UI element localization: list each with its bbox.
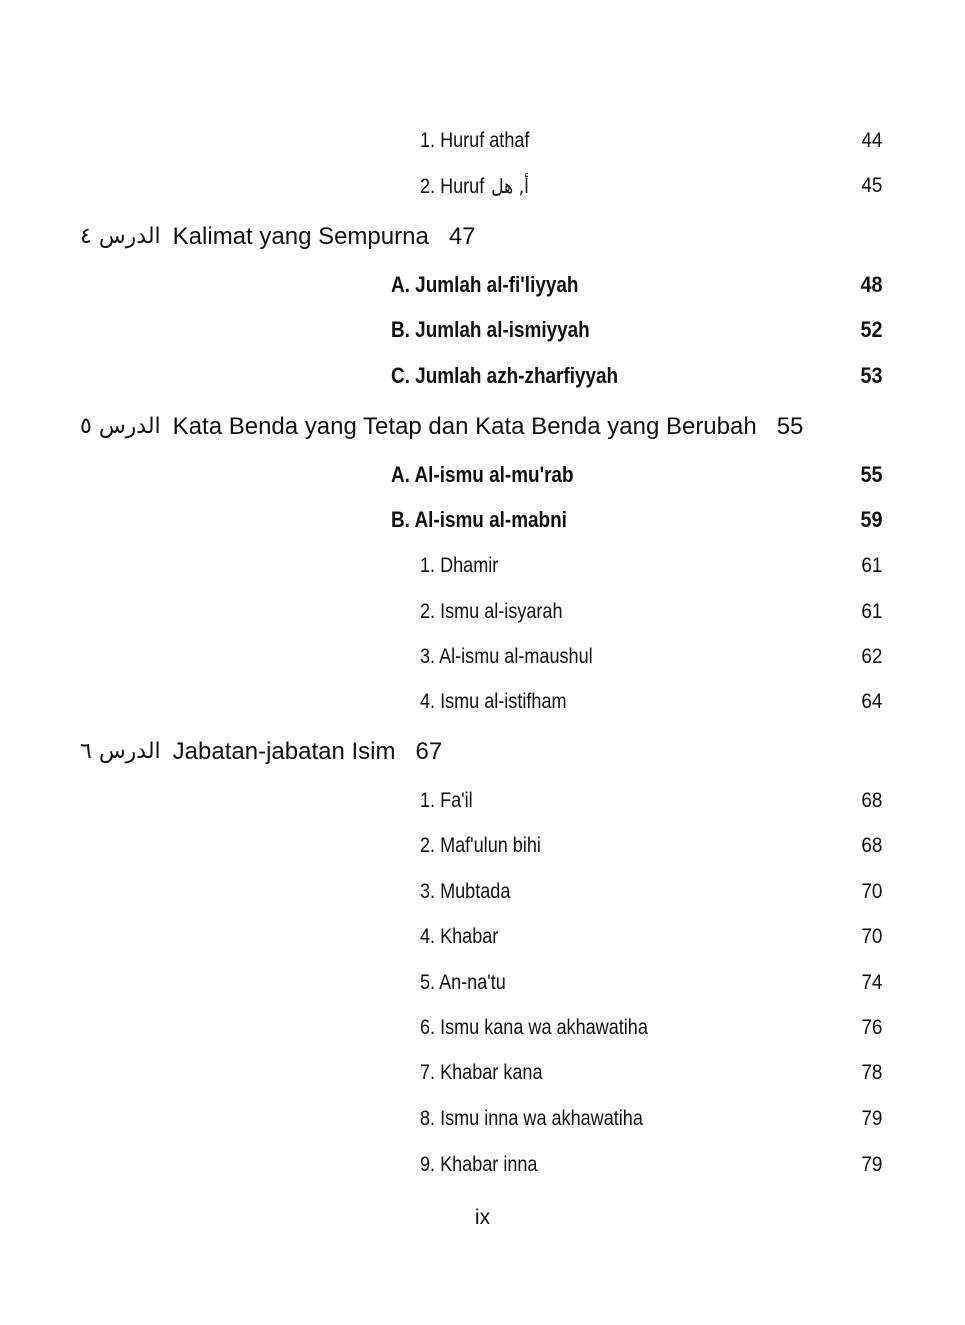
- toc-section: [0, 455, 965, 495]
- entry-label: 4. Khabar: [420, 925, 499, 948]
- entry-label-group: [420, 166, 529, 207]
- entry-label: 2. Ismu al-isyarah: [420, 600, 563, 623]
- entry-label: 3. Mubtada: [420, 880, 511, 903]
- section-label: A. Al-ismu al-mu'rab: [391, 462, 574, 487]
- toc-section: [0, 356, 965, 396]
- lesson-page: 67: [415, 738, 443, 765]
- section-label: B. Al-ismu al-mabni: [391, 507, 567, 532]
- entry-label: 7. Khabar kana: [420, 1061, 543, 1084]
- entry-page: 70: [860, 925, 882, 948]
- toc-entry: [0, 826, 965, 866]
- toc-entry: [0, 682, 965, 722]
- lesson-page: 47: [448, 223, 476, 250]
- entry-label: 1. Dhamir: [420, 554, 499, 577]
- entry-page: 62: [860, 645, 882, 668]
- toc-entry: [0, 1053, 965, 1093]
- lesson-title: Kata Benda yang Tetap dan Kata Benda yang Berubah: [172, 413, 757, 440]
- entry-label: 2. Maf'ulun bihi: [420, 834, 541, 857]
- entry-arabic: أ, هل: [491, 174, 529, 198]
- toc-section: [0, 310, 965, 350]
- section-label: A. Jumlah al-fi'liyyah: [391, 272, 579, 297]
- toc-entry: [0, 917, 965, 957]
- lesson-title: Kalimat yang Sempurna: [172, 223, 429, 250]
- entry-label: 5. An-na'tu: [420, 971, 506, 994]
- lesson-arabic: الدرس ٤: [80, 224, 161, 249]
- entry-page: 79: [860, 1107, 882, 1130]
- entry-page: 44: [860, 129, 882, 152]
- entry-page: 64: [860, 690, 882, 713]
- section-page: 55: [859, 462, 882, 487]
- toc-section: [0, 265, 965, 305]
- entry-page: 45: [860, 174, 882, 197]
- entry-label: 1. Fa'il: [420, 789, 473, 812]
- entry-label: 6. Ismu kana wa akhawatiha: [420, 1016, 648, 1039]
- lesson-page: 55: [776, 413, 804, 440]
- entry-page: 74: [860, 971, 882, 994]
- section-page: 52: [859, 317, 882, 342]
- lesson-heading-5: [0, 407, 965, 447]
- toc-entry: [0, 166, 965, 206]
- toc-entry: [0, 546, 965, 586]
- toc-entry: [0, 637, 965, 677]
- entry-page: 68: [860, 789, 882, 812]
- page-number: ix: [474, 1206, 491, 1229]
- entry-page: 79: [860, 1153, 882, 1176]
- entry-page: 68: [860, 834, 882, 857]
- entry-label: 4. Ismu al-istifham: [420, 690, 567, 713]
- entry-label: 9. Khabar inna: [420, 1153, 538, 1176]
- entry-label: 8. Ismu inna wa akhawatiha: [420, 1107, 643, 1130]
- toc-entry: [0, 963, 965, 1003]
- section-label: B. Jumlah al-ismiyyah: [391, 317, 590, 342]
- lesson-heading-6: [0, 732, 965, 772]
- toc-section: [0, 500, 965, 540]
- section-page: 48: [859, 272, 882, 297]
- entry-label: 1. Huruf athaf: [420, 129, 530, 152]
- section-page: 59: [859, 507, 882, 532]
- entry-label: 3. Al-ismu al-maushul: [420, 645, 593, 668]
- toc-entry: [0, 872, 965, 912]
- section-page: 53: [859, 363, 882, 388]
- lesson-heading-4: [0, 217, 965, 257]
- entry-label: 2. Huruf: [420, 175, 485, 198]
- toc-entry: [0, 1099, 965, 1139]
- lesson-arabic: الدرس ٥: [80, 414, 161, 439]
- toc-entry: [0, 781, 965, 821]
- entry-page: 78: [860, 1061, 882, 1084]
- entry-page: 70: [860, 880, 882, 903]
- lesson-arabic: الدرس ٦: [80, 739, 161, 764]
- toc-entry: [0, 1145, 965, 1185]
- toc-entry: [0, 592, 965, 632]
- toc-entry: [0, 121, 965, 161]
- lesson-title: Jabatan-jabatan Isim: [172, 738, 396, 765]
- entry-page: 61: [860, 600, 882, 623]
- section-label: C. Jumlah azh-zharfiyyah: [391, 363, 619, 388]
- toc-entry: [0, 1008, 965, 1048]
- entry-page: 61: [860, 554, 882, 577]
- entry-page: 76: [860, 1016, 882, 1039]
